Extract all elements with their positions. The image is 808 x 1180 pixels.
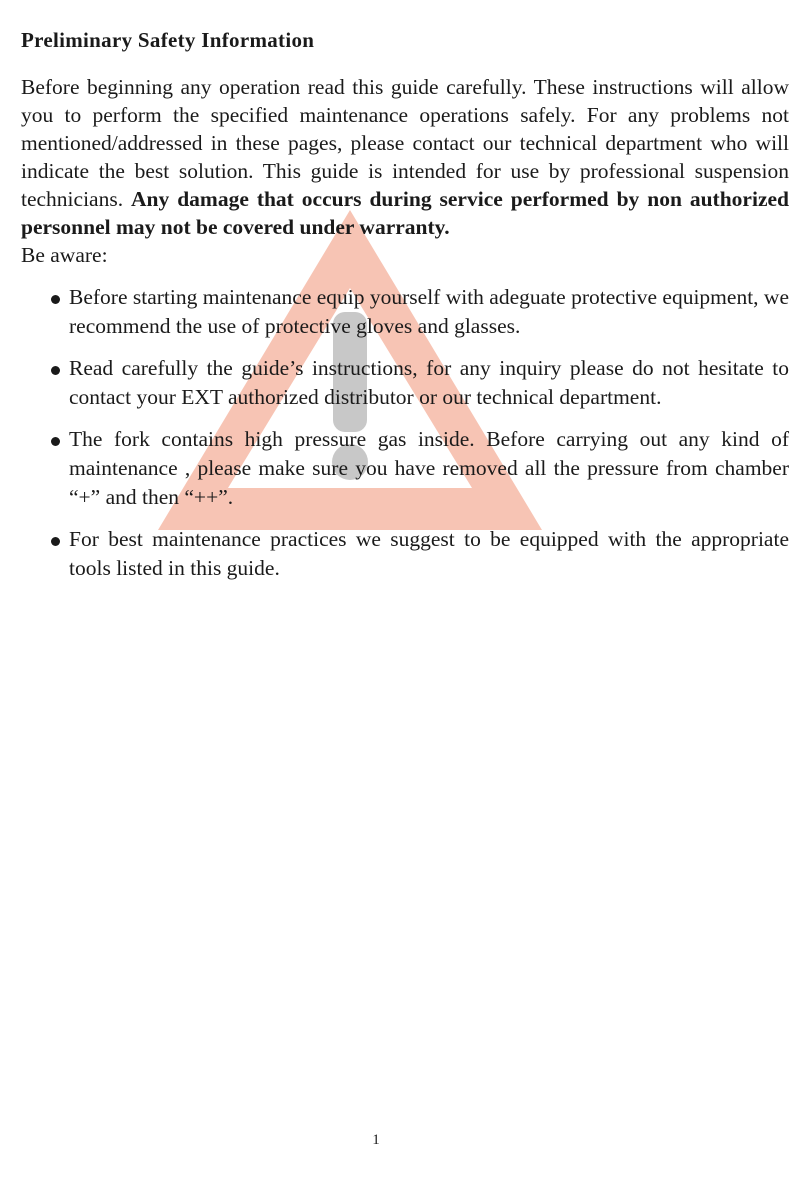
bullet-icon bbox=[51, 295, 60, 304]
list-item bbox=[21, 425, 789, 512]
page-title: Preliminary Safety Information bbox=[21, 28, 315, 52]
intro-paragraph bbox=[21, 73, 789, 241]
intro-text: Before beginning any operation read this guide carefully. These instructions will allow you to perform the specified maintenance operations safely. For any problems not mentioned/addressed in these pages, please contact our technical department who will indicate the best solution. This guide is intended for use by professional suspension technicians. bbox=[21, 75, 789, 211]
page-number: 1 bbox=[372, 1132, 380, 1148]
list-item-text: For best maintenance practices we suggest to be equipped with the appropriate tools listed in this guide. bbox=[69, 527, 789, 580]
safety-list bbox=[21, 283, 789, 583]
list-item-text: Before starting maintenance equip yourself with adeguate protective equipment, we recommend the use of protective gloves and glasses. bbox=[69, 285, 789, 338]
be-aware-label: Be aware: bbox=[21, 243, 108, 267]
warranty-warning: Any damage that occurs during service performed by non authorized personnel may not be covered under warranty. bbox=[21, 187, 789, 239]
bullet-icon bbox=[51, 437, 60, 446]
bullet-icon bbox=[51, 537, 60, 546]
document-body bbox=[21, 28, 789, 596]
list-item bbox=[21, 354, 789, 412]
list-item bbox=[21, 525, 789, 583]
list-item-text: Read carefully the guide’s instructions, for any inquiry please do not hesitate to contact your EXT authorized distributor or our technical department. bbox=[69, 356, 789, 409]
list-item bbox=[21, 283, 789, 341]
bullet-icon bbox=[51, 366, 60, 375]
list-item-text: The fork contains high pressure gas inside. Before carrying out any kind of maintenance , please make sure you have removed all the pressure from chamber “+” and then “++”. bbox=[69, 427, 789, 509]
